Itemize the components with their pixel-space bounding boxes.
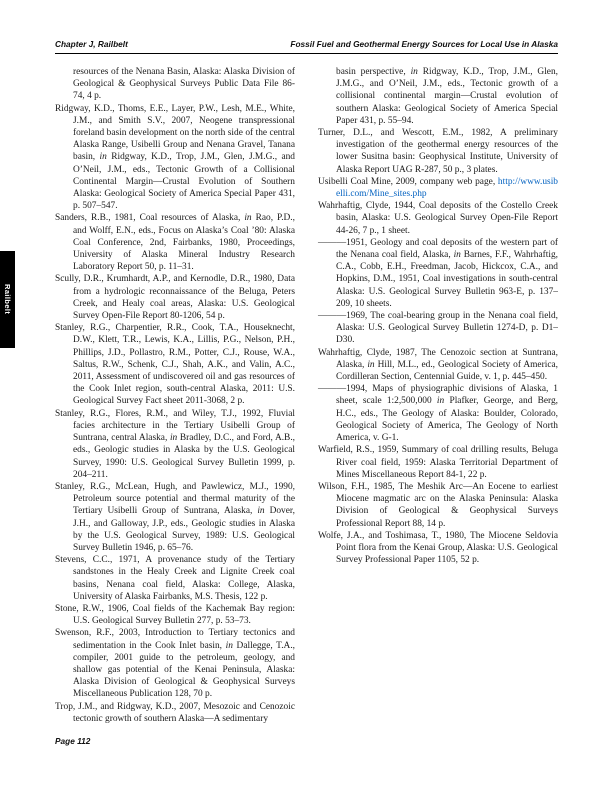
reference-text: Stanley, R.G., Charpentier, R.R., Cook, T.A., Houseknecht, D.W., Klett, T.R., Lewis, K.A., Lillis, P.G., Nelson, P.H., Phillips, J.D., Pollastro, R.M., Potter, C.J., Rouse, W.A., Saltus, R.W., Schenk, C.J., Shah, A.K., and Valin, A.C., 2011, Assessment of undiscovered oil and gas resources of the Cook Inlet region, south-central Alaska, 2011: U.S. Geological Survey Fact sheet 2011-3068, 2 p. (55, 323, 295, 407)
usibelli-url-link[interactable]: http://www.usibelli.com/Mine_sites.php (336, 176, 558, 200)
reference-text: Dallegge, T.A., compiler, 2001 guide to the petroleum, geology, and shallow gas potential of the Kenai Peninsula, Alaska: Alaska Division of Geological & Geophysical Surveys Miscellaneous Publication 128, 70 p. (73, 640, 296, 700)
reference-text: Hill, M.L., ed., Geological Society of America, Cordilleran Section, Centennial Guide, v. 1, p. 445–450. (336, 359, 558, 383)
reference-text: ———1951, Geology and coal deposits of the western part of the Nenana coal field, Alaska, (318, 237, 558, 261)
reference-text: ———1969, The coal-bearing group in the Nenana coal field, Alaska: U.S. Geological Survey Bulletin 1274-D, p. D1–D30. (318, 311, 558, 346)
italic-in-text: in (169, 433, 178, 444)
reference-text: Usibelli Coal Mine, 2009, company web page, (318, 176, 498, 187)
reference-text: Ridgway, K.D., Trop, J.M., Glen, J.M.G., and O’Neil, J.M., eds., Tectonic growth of a collisional continental margin—Crustal evolution of southern Alaska: Geological Society of America Special Paper 431, p. 55–94. (336, 67, 558, 126)
reference-text: Swenson, R.F., 2003, Introduction to Tertiary tectonics and sedimentation in the Cook Inlet basin, (55, 628, 295, 651)
reference-text: Bradley, D.C., and Ford, A.B., eds., Geologic studies in Alaska by the U.S. Geological Survey, 1990: U.S. Geological Survey Bulletin 1999, p. 204–211. (73, 433, 296, 480)
reference-text: Stone, R.W., 1906, Coal fields of the Kachemak Bay region: U.S. Geological Survey Bulletin 277, p. 53–73. (55, 603, 295, 627)
reference-item (318, 444, 558, 481)
reference-item (55, 554, 295, 603)
italic-in-text: in (244, 213, 252, 224)
italic-in-text: in (99, 152, 107, 163)
reference-text: Scully, D.R., Krumhardt, A.P., and Kernodle, D.R., 1980, Data from a hydrologic reconnaissance of the Beluga, Peters Creek, and Healy coal areas, Alaska: U.S. Geological Survey Open-File Report 80-1206, 54 p. (55, 274, 295, 322)
header-rule (55, 53, 558, 54)
page-number: Page 112 (55, 736, 91, 746)
header-report-title: Fossil Fuel and Geothermal Energy Sources for Local Use in Alaska (290, 39, 558, 49)
reference-item (55, 481, 295, 554)
reference-text: basin perspective, (336, 67, 411, 77)
italic-in-text: in (225, 640, 233, 651)
page-header (55, 39, 558, 49)
header-chapter-label: Chapter J, Railbelt (55, 39, 128, 49)
reference-item (318, 347, 558, 384)
reference-text: Ridgway, K.D., Trop, J.M., Glen, J.M.G., and O’Neil, J.M., eds., Tectonic Growth of a Collisional Continental Margin—Crustal Evolution of Southern Alaska: Geological Society of America Special Paper 431, p. 507–547. (73, 152, 295, 212)
reference-text: Wahrhaftig, Clyde, 1944, Coal deposits of the Costello Creek basin, Alaska: U.S. Geological Survey Open-File Report 44-26, 7 p., 1 sheet. (318, 201, 558, 236)
reference-text: Turner, D.L., and Wescott, E.M., 1982, A preliminary investigation of the geothermal energy resources of the lower Susitna basin: Geophysical Institute, University of Alaska Report UAG R-287, 50 p., 3 plates. (318, 128, 558, 175)
chapter-side-tab (0, 251, 15, 348)
side-tab-label: Railbelt (3, 284, 12, 315)
reference-continuation (318, 66, 558, 127)
references-column-left (55, 66, 295, 725)
reference-item (55, 408, 295, 481)
reference-text: Plafker, George, and Berg, H.C., eds., The Geology of Alaska: Boulder, Colorado, Geological Society of America, The Geology of North America, v. G-1. (336, 396, 558, 444)
reference-item (318, 237, 558, 310)
reference-item (318, 176, 558, 200)
reference-item (55, 103, 295, 213)
reference-item (318, 383, 558, 444)
reference-text: Ridgway, K.D., Thoms, E.E., Layer, P.W., Lesh, M.E., White, J.M., and Smith S.V., 2007, Neogene transpressional foreland basin development on the north side of the central Alaska Range, Usibelli Group and Nenana Gravel, Tanana basin, (55, 103, 295, 163)
reference-item (318, 200, 558, 237)
reference-text: resources of the Nenana Basin, Alaska: Alaska Division of Geological & Geophysical Surveys Public Data File 86-74, 4 p. (73, 67, 295, 102)
references-column-right (318, 66, 558, 725)
reference-text: Sanders, R.B., 1981, Coal resources of Alaska, (55, 213, 245, 224)
reference-continuation (55, 66, 295, 103)
reference-item (55, 322, 295, 407)
reference-item (318, 127, 558, 176)
italic-in-text: in (257, 506, 265, 517)
italic-in-text: in (453, 250, 461, 261)
reference-text: Wolfe, J.A., and Toshimasa, T., 1980, The Miocene Seldovia Point flora from the Kenai Group, Alaska: U.S. Geological Survey Professional Paper 1105, 52 p. (318, 530, 558, 566)
italic-in-text: in (410, 67, 418, 77)
page-footer (55, 736, 90, 746)
reference-text: Trop, J.M., and Ridgway, K.D., 2007, Mesozoic and Cenozoic tectonic growth of southern Alaska—A sedimentary (55, 701, 295, 724)
reference-text: Wahrhaftig, Clyde, 1987, The Cenozoic section at Suntrana, Alaska, (318, 347, 558, 370)
reference-text: Wilson, F.H., 1985, The Meshik Arc—An Eocene to earliest Miocene magmatic arc on the Alaska Peninsula: Alaska Division of Geological & Geophysical Surveys Professional Report 88, 14 p. (318, 481, 558, 529)
reference-text: Stevens, C.C., 1971, A provenance study of the Tertiary sandstones in the Healy Creek and Lignite Creek coal basins, Nenana coal field, Alaska: College, Alaska, University of Alaska Fairbanks, M.S. Thesis, 122 p. (55, 555, 295, 602)
reference-text: Dover, J.H., and Galloway, J.P., eds., Geologic studies in Alaska by the U.S. Geological Survey, 1989: U.S. Geological Survey Bulletin 1946, p. 65–76. (73, 506, 295, 553)
reference-text: Rao, P.D., and Wolff, E.N., eds., Focus on Alaska’s Coal ’80: Alaska Coal Conference, 2nd, Fairbanks, 1980, Proceedings, University of Alaska Mineral Industry Research Laboratory Report 50, p. 11–31. (73, 213, 295, 273)
reference-item (55, 701, 295, 725)
reference-item (318, 481, 558, 530)
italic-in-text: in (367, 359, 375, 370)
reference-item (55, 212, 295, 273)
reference-item (55, 603, 295, 627)
reference-item (55, 273, 295, 322)
reference-text: Barnes, F.F., Wahrhaftig, C.A., Cobb, E.H., Freedman, Jacob, Hickcox, C.A., and Hopkins, D.M., 1951, Coal investigations in south-central Alaska: U.S. Geological Survey Bulletin 963-E, p. 137–209, 10 sheets. (336, 250, 558, 309)
reference-text: ———1994, Maps of physiographic divisions of Alaska, 1 sheet, scale 1:2,500,000 (318, 384, 558, 407)
reference-text: Warfield, R.S., 1959, Summary of coal drilling results, Beluga River coal field, 1959: Alaska Territorial Department of Mines Miscellaneous Report 84-1, 22 p. (318, 445, 558, 480)
italic-in-text: in (436, 396, 445, 407)
reference-text: Stanley, R.G., Flores, R.M., and Wiley, T.J., 1992, Fluvial facies architecture in the Tertiary Usibelli Group of Suntrana, central Alaska, (55, 408, 295, 444)
reference-item (318, 530, 558, 567)
reference-item (318, 310, 558, 347)
references-columns (55, 66, 558, 725)
reference-item (55, 627, 295, 700)
reference-text: Stanley, R.G., McLean, Hugh, and Pawlewicz, M.J., 1990, Petroleum source potential and thermal maturity of the Tertiary Usibelli Group of Suntrana, Alaska, (55, 481, 295, 517)
